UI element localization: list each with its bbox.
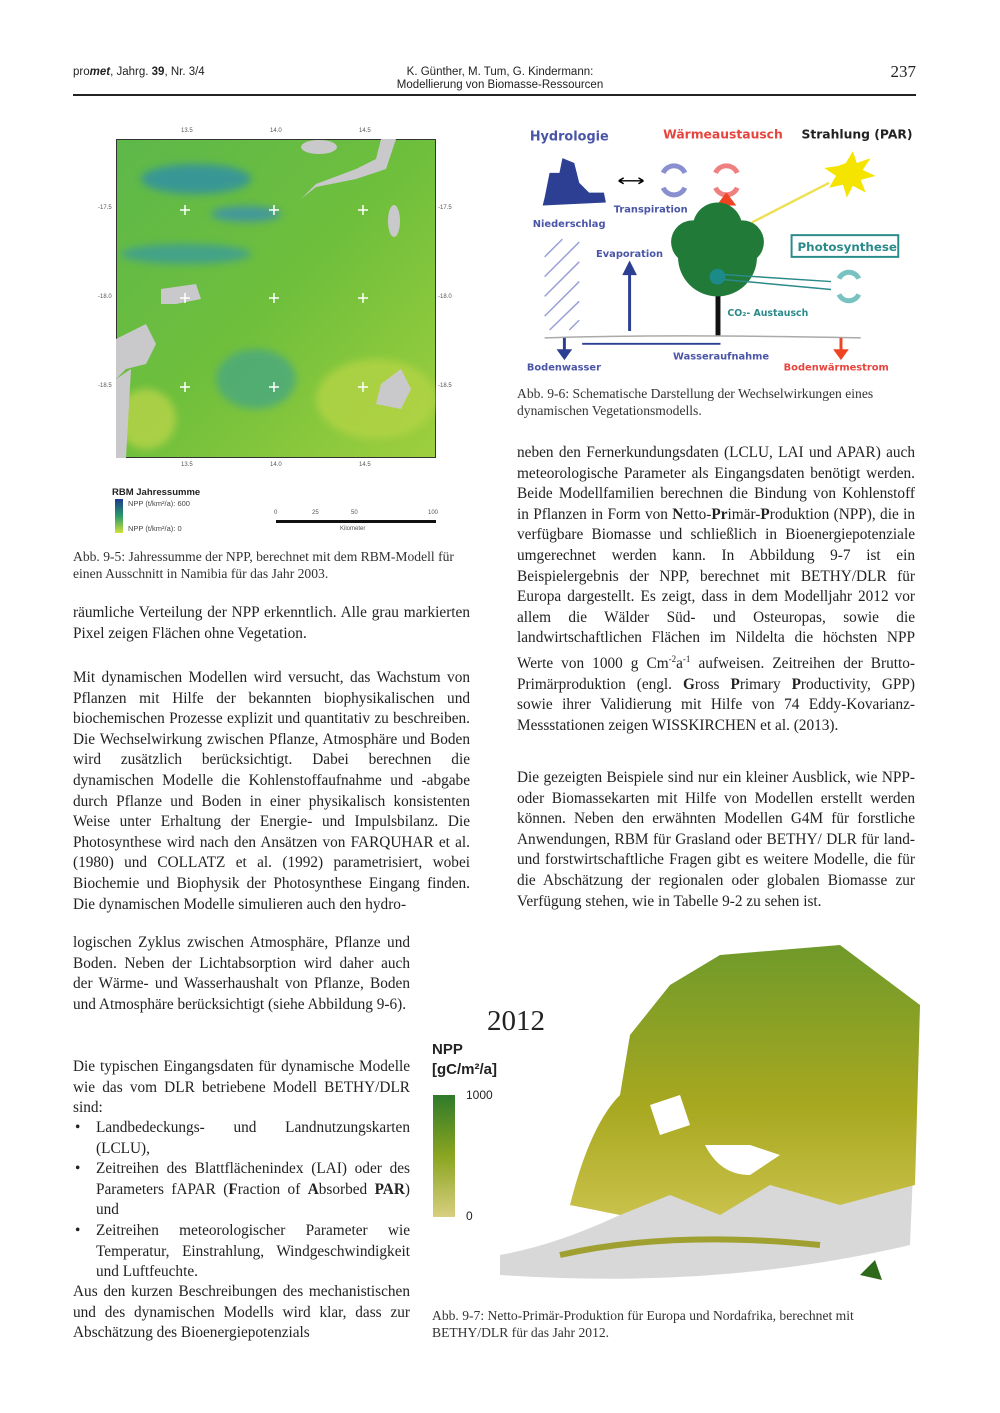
input-data-list xyxy=(73,1118,410,1283)
lat-tick: -18.5 xyxy=(98,383,112,389)
rain-hatch-lines xyxy=(545,239,580,330)
cloud-icon xyxy=(543,158,606,205)
figure-9-5-caption: Abb. 9-5: Jahressumme der NPP, berechnet mit dem RBM-Modell für einen Ausschnitt in Namibia für das Jahr 2003. xyxy=(73,549,454,581)
cycle-icon-blue xyxy=(663,166,685,195)
scale-tick: 25 xyxy=(312,510,319,516)
bodenwaerme-arrow xyxy=(836,338,846,358)
paragraph: Die gezeigten Beispiele sind nur ein kleiner Ausblick, wie NPP- oder Biomassekarten mit Hilfe von Modellen erstellt werden können. Neben den erwähnten Modellen G4M für forstliche Anwendungen, RBM für Grasland oder BETHY/ DLR für land- und forstwirtschaftliche Fragen gibt es weitere Modelle, die für die Abschätzung der regionalen oder globalen Biomasse zur Verfügung stehen, wie in Tabelle 9-2 zu sehen ist. xyxy=(517,769,915,910)
label-strahlung: Strahlung (PAR) xyxy=(801,127,913,142)
scale-tick: 0 xyxy=(274,510,278,516)
label-co2: CO₂- Austausch xyxy=(727,308,809,320)
legend-max: 1000 xyxy=(466,1088,493,1102)
lon-tick: 13.5 xyxy=(181,128,193,134)
lon-tick: 14.5 xyxy=(359,462,371,468)
lon-tick: 14.0 xyxy=(270,462,282,468)
legend-colorbar xyxy=(115,499,123,533)
radiation-arrow xyxy=(752,183,829,223)
label-evaporation: Evaporation xyxy=(596,248,664,260)
label-niederschlag: Niederschlag xyxy=(532,219,606,231)
paragraph: Aus den kurzen Beschreibungen des mechanistischen und des dynamischen Modells wird klar, dass zur Abschätzung des Bioenergiepotenzials xyxy=(73,1283,410,1342)
header-rule xyxy=(73,94,916,96)
paragraph: räumliche Verteilung der NPP erkenntlich. Alle grau markierten Pixel zeigen Flächen ohne Vegetation. xyxy=(73,604,470,642)
legend-colorbar xyxy=(433,1095,455,1217)
lat-tick: -17.5 xyxy=(98,205,112,211)
sun-icon xyxy=(824,151,875,197)
scale-tick: 50 xyxy=(351,510,358,516)
list-item: • Zeitreihen des Blattflächenindex (LAI) oder des Parameters fAPAR (Fraction of Absorbed PAR) und xyxy=(73,1159,410,1221)
scale-unit: Kilometer xyxy=(340,526,366,532)
nile-delta xyxy=(860,1260,882,1280)
lon-tick: 14.0 xyxy=(270,128,282,134)
label-transpiration: Transpiration xyxy=(613,204,688,216)
evaporation-arrow xyxy=(625,264,635,331)
paragraph: neben den Fernerkundungsdaten (LCLU, LAI und APAR) auch meteorologische Parameter als Eingangsdaten benötigt werden. Beide Modellfamilien berechnen die Bindung von Kohlenstoff in Pflanzen in Form von Netto-Primär-Produktion (NPP), die in verfügbare Biomasse und schließlich in Bioenergiepotenziale umgerechnet werden kann. In Abbildung 9-7 ist ein Beispielergebnis der NPP, berechnet mit BETHY/DLR für Europa dargestellt. Es zeigt, dass in dem Modelljahr 2012 vor allem die Wälder Süd- und Osteuropas, sowie die landwirtschaftlichen Flächen im Nildelta die höchsten NPP Werte von 1000 g $Cm^{-2}a^{-1}$ aufweisen. Zeitreihen der Brutto-Primärproduktion (engl. Gross Primary Productivity, GPP) sowie ihrer Validierung mit Hilfe von 74 Eddy-Kovarianz-Messstationen zeigen WISSKIRCHEN et al. (2013). xyxy=(517,444,916,734)
ground-line xyxy=(545,336,861,338)
label-photosynthese: Photosynthese xyxy=(797,239,897,254)
npp-map-namibia xyxy=(116,139,436,458)
cycle-icon-red xyxy=(716,166,738,195)
lon-tick: 13.5 xyxy=(181,462,193,468)
list-item: • Zeitreihen meteorologischer Parameter wie Temperatur, Einstrahlung, Windgeschwindigkeit und Luftfeuchte. xyxy=(73,1221,410,1283)
label-wasseraufnahme: Wasseraufnahme xyxy=(673,351,770,363)
label-bodenwasser: Bodenwasser xyxy=(526,362,601,374)
page-number: 237 xyxy=(890,62,916,81)
map-year: 2012 xyxy=(487,1005,545,1037)
label-waermeaustausch: Wärmeaustausch xyxy=(663,127,783,142)
figure-9-6-diagram xyxy=(515,118,920,376)
running-title: K. Günther, M. Tum, G. Kindermann: Modellierung von Biomasse-Ressourcen xyxy=(396,66,604,91)
legend-min: NPP (t/km²/a): 0 xyxy=(128,524,182,533)
legend-title: NPP [gC/m²/a] xyxy=(432,1041,497,1078)
journal-info: promet, Jahrg. 39, Nr. 3/4 xyxy=(73,66,205,78)
paragraph: Die typischen Eingangsdaten für dynamische Modelle wie das vom DLR betriebene Modell BETHY/DLR sind: xyxy=(73,1058,410,1117)
lat-tick: -17.5 xyxy=(438,205,452,211)
scale-tick: 100 xyxy=(428,510,439,516)
figure-9-7-caption: Abb. 9-7: Netto-Primär-Produktion für Europa und Nordafrika, berechnet mit BETHY/DLR für das Jahr 2012. xyxy=(432,1308,854,1340)
label-hydrologie: Hydrologie xyxy=(529,129,609,145)
lat-tick: -18.5 xyxy=(438,383,452,389)
figure-9-6-caption: Abb. 9-6: Schematische Darstellung der Wechselwirkungen eines dynamischen Vegetationsmodells. xyxy=(517,386,874,418)
double-arrow-icon xyxy=(619,178,644,184)
list-item: • Landbedeckungs- und Landnutzungskarten (LCLU), xyxy=(73,1118,410,1159)
legend-max: NPP (t/km²/a): 600 xyxy=(128,499,190,508)
paragraph: logischen Zyklus zwischen Atmosphäre, Pflanze und Boden. Neben der Lichtabsorption wird daher auch der Wärme- und Wasserhaushalt von Pflanze, Boden und Atmosphäre berücksichtigt (siehe Abbildung 9-6). xyxy=(73,934,410,1013)
figure-9-7-europe-npp-map xyxy=(420,945,930,1295)
cycle-icon-teal xyxy=(839,272,859,300)
legend-title: RBM Jahressumme xyxy=(112,487,201,498)
lon-tick: 14.5 xyxy=(359,128,371,134)
bodenwasser-arrow xyxy=(559,338,569,358)
legend-min: 0 xyxy=(466,1209,473,1223)
lat-tick: -18.0 xyxy=(98,294,112,300)
label-bodenwaermestrom: Bodenwärmestrom xyxy=(783,362,889,374)
lat-tick: -18.0 xyxy=(438,294,452,300)
paragraph: Mit dynamischen Modellen wird versucht, das Wachstum von Pflanzen mit Hilfe der bekannten biophysikalischen und biochemischen Prozesse explizit und quantitativ zu beschreiben. Die Wechselwirkung zwischen Pflanze, Atmosphäre und Boden wird zusätzlich berücksichtigt. Dabei berechnen die dynamischen Modelle die Kohlenstoffaufnahme und -abgabe durch Pflanze und Boden in einer physikalisch konsistenten Weise unter Erhaltung der Energie- und Impulsbilanz. Die Photosynthese wird nach den Ansätzen von FARQUHAR et al. (1980) und COLLATZ et al. (1992) parametrisiert, wobei Biochemie und Biophysik der Photosynthese Eingang finden. Die dynamischen Modelle simulieren auch den hydro- xyxy=(73,669,470,913)
